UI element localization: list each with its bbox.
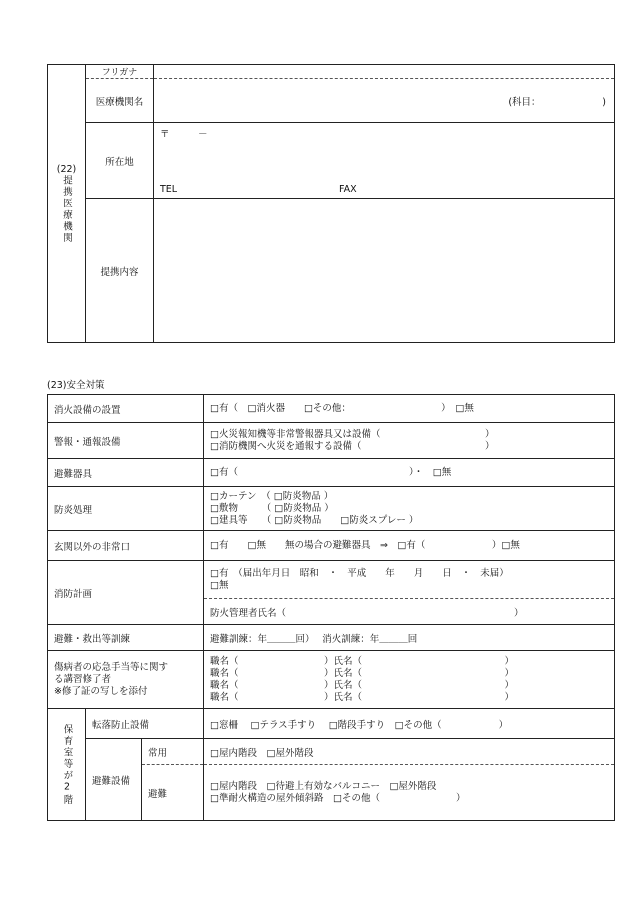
normal-use-label: 常用 (142, 739, 204, 765)
evac-equipment-options[interactable]: □有（ ）・ □無 (204, 459, 615, 487)
furigana-field[interactable] (154, 65, 615, 79)
flameproof-label: 防炎処理 (48, 487, 204, 531)
alarm-label: 警報・通報設備 (48, 423, 204, 459)
evac-equipment-label: 避難器具 (48, 459, 204, 487)
fire-plan-label: 消防計画 (48, 561, 204, 625)
section23-title: (23)安全対策 (47, 380, 105, 391)
first-aid-label: 傷病者の応急手当等に関す る講習修了者 ※修了証の写しを添付 (48, 651, 204, 709)
emergency-exit-label: 玄関以外の非常口 (48, 531, 204, 561)
drill-label: 避難・救出等訓練 (48, 625, 204, 651)
content-label: 提携内容 (86, 199, 154, 343)
furigana-label: フリガナ (86, 65, 154, 79)
postal-code: 〒 － (160, 129, 208, 140)
section22-vertical-label: 提携医療機関 (61, 174, 72, 244)
fax-label: FAX (339, 184, 357, 195)
section22-number: (22) (56, 163, 77, 175)
extinguisher-label: 消火設備の設置 (48, 395, 204, 423)
fire-manager-field[interactable]: 防火管理者氏名（ ） (204, 599, 615, 625)
partner-medical-table (47, 64, 615, 343)
institution-name-label: 医療機関名 (86, 79, 154, 123)
address-field[interactable] (154, 123, 615, 199)
first-aid-list[interactable]: 職名（ ）氏名（ ） 職名（ ）氏名（ ） 職名（ ）氏名（ ） 職名（ ）氏名（ ） (204, 651, 615, 709)
fire-plan-options[interactable]: □有 （届出年月日 昭和 ・ 平成 年 月 日 ・ 未届） □無 (204, 561, 615, 599)
department-field: (科目： ) (508, 97, 606, 108)
fall-prevention-options[interactable]: □窓柵 □テラス手すり □階段手すり □その他（ ） (204, 709, 615, 739)
tel-label: TEL (160, 184, 178, 195)
evacuation-label: 避難 (142, 765, 204, 821)
content-field[interactable] (154, 199, 615, 343)
evac-facility-label: 避難設備 (86, 739, 142, 821)
drill-field[interactable]: 避難訓練：年＿＿＿回） 消火訓練：年＿＿＿回 (204, 625, 615, 651)
nursery-2f-label: 保育室等が2階 (48, 709, 86, 821)
address-label: 所在地 (86, 123, 154, 199)
normal-use-options[interactable]: □屋内階段 □屋外階段 (204, 739, 615, 765)
institution-name-field[interactable] (154, 79, 615, 123)
emergency-exit-options[interactable]: □有 □無 無の場合の避難器具 ⇒ □有（ ）□無 (204, 531, 615, 561)
section22-label (48, 65, 86, 343)
evacuation-options[interactable]: □屋内階段 □待避上有効なバルコニー □屋外階段 □準耐火構造の屋外傾斜路 □その他（ ） (204, 765, 615, 821)
fall-prevention-label: 転落防止設備 (86, 709, 204, 739)
flameproof-options[interactable]: □カーテン （ □防炎物品 ） □敷物 （ □防炎物品 ） □建具等 （ □防炎物品 □防炎スプレー ） (204, 487, 615, 531)
extinguisher-options[interactable]: □有（ □消火器 □その他： ） □無 (204, 395, 615, 423)
safety-table (47, 394, 615, 821)
alarm-options[interactable]: □火災報知機等非常警報器具又は設備（ ） □消防機関へ火災を通報する設備（ ） (204, 423, 615, 459)
